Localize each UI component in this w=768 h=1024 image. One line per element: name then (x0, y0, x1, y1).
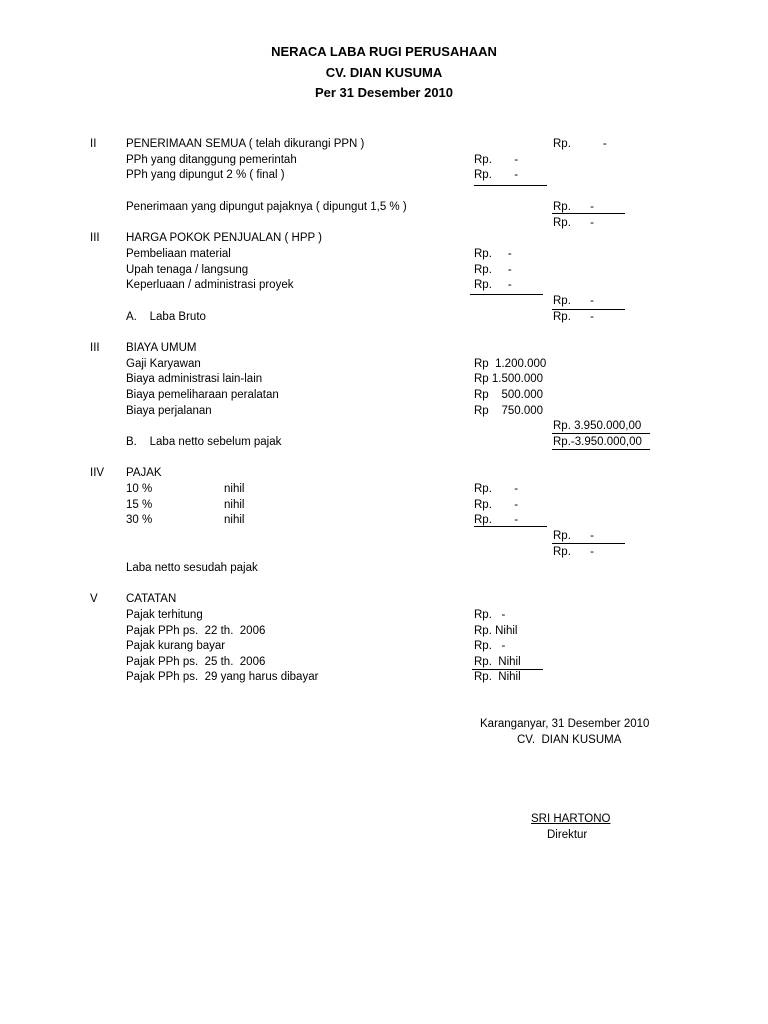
line-item-label: PPh yang dipungut 2 % ( final ) (126, 169, 285, 181)
line-item-label: Biaya pemeliharaan peralatan (126, 389, 279, 401)
line-item-amount: Rp 750.000 (474, 405, 544, 417)
section-number: V (90, 593, 98, 605)
line-item-label: Penerimaan yang dipungut pajaknya ( dipungut 1,5 % ) (126, 201, 407, 213)
subtotal-amount: Rp. - (553, 217, 594, 229)
line-item-amount: Rp. - (553, 201, 594, 213)
tax-rate: 15 % (126, 499, 153, 511)
section-amount: Rp. - (553, 138, 607, 150)
net-before-tax-amount: Rp.-3.950.000,00 (553, 436, 642, 448)
note-label: Pajak terhitung (126, 609, 203, 621)
gross-profit-amount: Rp. - (553, 311, 594, 323)
subtotal-rule (474, 185, 547, 186)
line-item-amount: Rp 1.500.000 (474, 373, 544, 385)
note-amount: Rp. Nihil (474, 671, 521, 683)
line-item-amount: Rp. - (474, 154, 519, 166)
line-item-label: Keperluaan / administrasi proyek (126, 279, 294, 291)
signature-company: CV. DIAN KUSUMA (517, 734, 622, 746)
section-heading: PENERIMAAN SEMUA ( telah dikurangi PPN ) (126, 138, 365, 150)
tax-note: nihil (224, 483, 245, 495)
document-title: NERACA LABA RUGI PERUSAHAAN (271, 44, 497, 59)
section-number: IIV (90, 467, 105, 479)
subtotal-rule (552, 213, 625, 214)
place-date: Karanganyar, 31 Desember 2010 (480, 718, 650, 730)
note-label: Pajak PPh ps. 22 th. 2006 (126, 625, 266, 637)
net-after-tax-label: Laba netto sesudah pajak (126, 562, 258, 574)
section-number: III (90, 232, 100, 244)
section-heading: BIAYA UMUM (126, 342, 197, 354)
tax-rate: 10 % (126, 483, 153, 495)
line-item-label: PPh yang ditanggung pemerintah (126, 154, 297, 166)
subtotal-rule (474, 526, 547, 527)
subtotal-rule (552, 433, 650, 434)
section-heading: PAJAK (126, 467, 162, 479)
section-heading: CATATAN (126, 593, 177, 605)
tax-note: nihil (224, 514, 245, 526)
tax-total: Rp. - (553, 530, 594, 542)
subtotal-rule (470, 294, 543, 295)
tax-total: Rp. - (553, 546, 594, 558)
subtotal-rule (552, 449, 650, 450)
signatory-title: Direktur (547, 829, 588, 841)
note-label: Pajak PPh ps. 29 yang harus dibayar (126, 671, 319, 683)
note-amount: Rp. Nihil (474, 625, 518, 637)
line-item-amount: Rp. - (474, 248, 512, 260)
note-amount: Rp. - (474, 640, 506, 652)
line-item-amount: Rp. - (474, 264, 512, 276)
note-label: Pajak PPh ps. 25 th. 2006 (126, 656, 266, 668)
net-before-tax-label: B. Laba netto sebelum pajak (126, 436, 282, 448)
signatory-name: SRI HARTONO (531, 813, 611, 825)
line-item-amount: Rp 500.000 (474, 389, 544, 401)
total-amount: Rp. 3.950.000,00 (553, 420, 642, 432)
line-item-label: Biaya perjalanan (126, 405, 212, 417)
section-number: II (90, 138, 97, 150)
line-item-label: Gaji Karyawan (126, 358, 201, 370)
tax-amount: Rp. - (474, 499, 519, 511)
gross-profit-label: A. Laba Bruto (126, 311, 206, 323)
line-item-amount: Rp 1.200.000 (474, 358, 547, 370)
tax-note: nihil (224, 499, 245, 511)
line-item-amount: Rp. - (474, 169, 519, 181)
period: Per 31 Desember 2010 (314, 85, 454, 100)
tax-amount: Rp. - (474, 514, 519, 526)
section-heading: HARGA POKOK PENJUALAN ( HPP ) (126, 232, 322, 244)
note-amount: Rp. Nihil (474, 656, 521, 668)
subtotal-rule (552, 543, 625, 544)
note-label: Pajak kurang bayar (126, 640, 226, 652)
section-number: III (90, 342, 100, 354)
tax-amount: Rp. - (474, 483, 519, 495)
tax-rate: 30 % (126, 514, 153, 526)
note-amount: Rp. - (474, 609, 506, 621)
line-item-label: Upah tenaga / langsung (126, 264, 249, 276)
line-item-amount: Rp. - (474, 279, 512, 291)
line-item-label: Biaya administrasi lain-lain (126, 373, 263, 385)
subtotal-amount: Rp. - (553, 295, 594, 307)
line-item-label: Pembeliaan material (126, 248, 231, 260)
company-name: CV. DIAN KUSUMA (325, 65, 443, 80)
